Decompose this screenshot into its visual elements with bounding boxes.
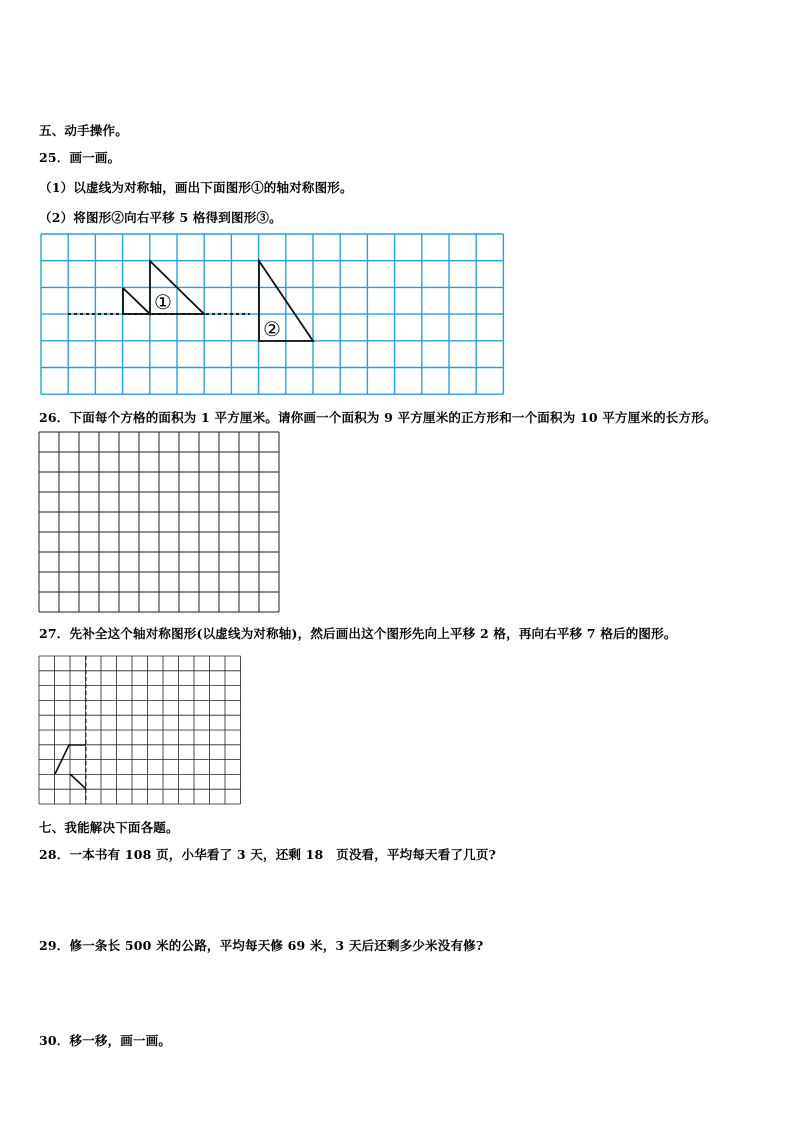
question-27-text: 27．先补全这个轴对称图形(以虚线为对称轴)，然后画出这个图形先向上平移 2 格，再向右平移 7 格后的图形。 — [39, 626, 677, 641]
section-seven-heading: 七、我能解决下面各题。 — [39, 820, 179, 835]
q25-shape-1-label: ① — [154, 290, 172, 314]
q27-half-figure-lower — [70, 774, 86, 789]
q25-grid-figure — [0, 0, 794, 400]
section-five-heading: 五、动手操作。 — [39, 123, 128, 138]
question-30-text: 30．移一移，画一画。 — [39, 1033, 172, 1048]
question-29-text: 29．修一条长 500 米的公路，平均每天修 69 米，3 天后还剩多少米没有修? — [39, 938, 484, 953]
q27-square-grid — [39, 656, 241, 804]
q26-grid-figure — [0, 425, 300, 620]
q25-shape-2-label: ② — [263, 317, 281, 341]
question-25-part-1: （1）以虚线为对称轴，画出下面图形①的轴对称图形。 — [39, 180, 353, 195]
question-26-text: 26．下面每个方格的面积为 1 平方厘米。请你画一个面积为 9 平方厘米的正方形和一个面积为 10 平方厘米的长方形。 — [39, 410, 717, 425]
question-25-title: 25．画一画。 — [39, 150, 121, 165]
question-28-text: 28．一本书有 108 页，小华看了 3 天，还剩 18 页没看，平均每天看了几页? — [39, 847, 497, 862]
q26-square-grid — [39, 432, 279, 612]
q27-grid-figure — [0, 650, 260, 810]
question-25-part-2: （2）将图形②向右平移 5 格得到图形③。 — [39, 210, 282, 225]
